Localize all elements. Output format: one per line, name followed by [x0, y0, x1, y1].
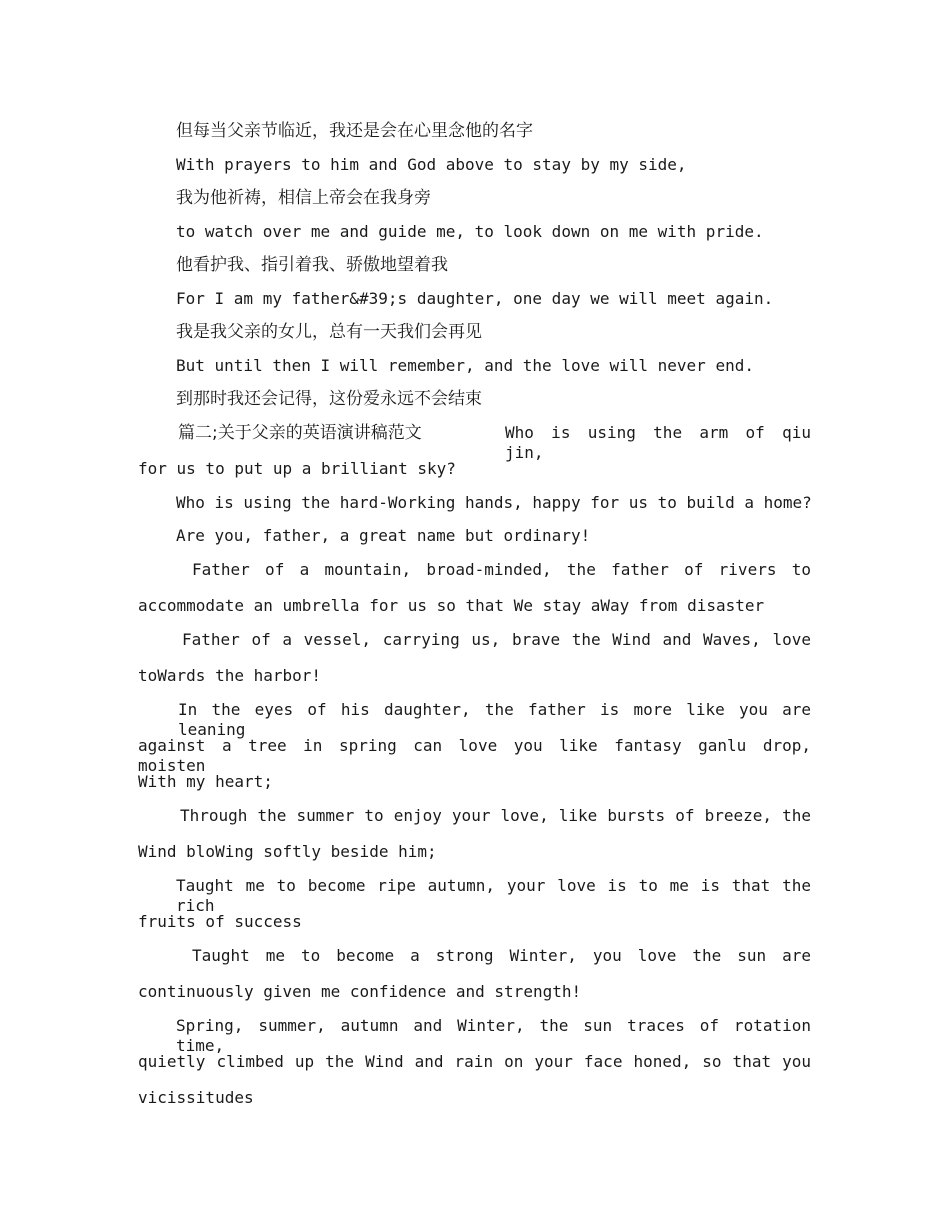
text-line: Through the summer to enjoy your love, like bursts of breeze, the: [180, 806, 811, 825]
text-line: against a tree in spring can love you like fantasy ganlu drop, moisten: [138, 736, 811, 775]
text-line: Are you, father, a great name but ordinary!: [176, 526, 591, 545]
text-line: In the eyes of his daughter, the father is more like you are leaning: [178, 700, 811, 739]
text-line: accommodate an umbrella for us so that We stay aWay from disaster: [138, 596, 765, 615]
text-line: Father of a vessel, carrying us, brave the Wind and Waves, love: [182, 630, 811, 649]
text-line: Spring, summer, autumn and Winter, the sun traces of rotation time,: [176, 1016, 811, 1055]
text-line: But until then I will remember, and the love will never end.: [176, 356, 754, 375]
section-heading: 篇二;关于父亲的英语演讲稿范文: [178, 423, 422, 443]
text-line: continuously given me confidence and strength!: [138, 982, 582, 1001]
text-line: With my heart;: [138, 772, 273, 791]
text-line: fruits of success: [138, 912, 302, 931]
text-line: For I am my father&#39;s daughter, one day we will meet again.: [176, 289, 774, 308]
text-line: 我为他祈祷，相信上帝会在我身旁: [176, 188, 431, 208]
text-line: quietly climbed up the Wind and rain on your face honed, so that you: [138, 1052, 811, 1071]
text-line: toWards the harbor!: [138, 666, 322, 685]
text-line: for us to put up a brilliant sky?: [138, 459, 456, 478]
text-line: Taught me to become ripe autumn, your love is to me is that the rich: [176, 876, 811, 915]
text-line: vicissitudes: [138, 1088, 254, 1107]
text-line: 我是我父亲的女儿，总有一天我们会再见: [176, 322, 482, 342]
text-line: Taught me to become a strong Winter, you love the sun are: [192, 946, 811, 965]
text-line: to watch over me and guide me, to look down on me with pride.: [176, 222, 764, 241]
text-line: With prayers to him and God above to stay by my side,: [176, 155, 687, 174]
text-line: Wind bloWing softly beside him;: [138, 842, 437, 861]
text-line: Who is using the hard-Working hands, happy for us to build a home?: [176, 493, 812, 512]
text-line: Father of a mountain, broad-minded, the father of rivers to: [192, 560, 811, 579]
text-line: Who is using the arm of qiu jin,: [505, 423, 811, 462]
text-line: 到那时我还会记得，这份爱永远不会结束: [176, 389, 482, 409]
text-line: 但每当父亲节临近，我还是会在心里念他的名字: [176, 121, 533, 141]
text-line: 他看护我、指引着我、骄傲地望着我: [176, 255, 448, 275]
